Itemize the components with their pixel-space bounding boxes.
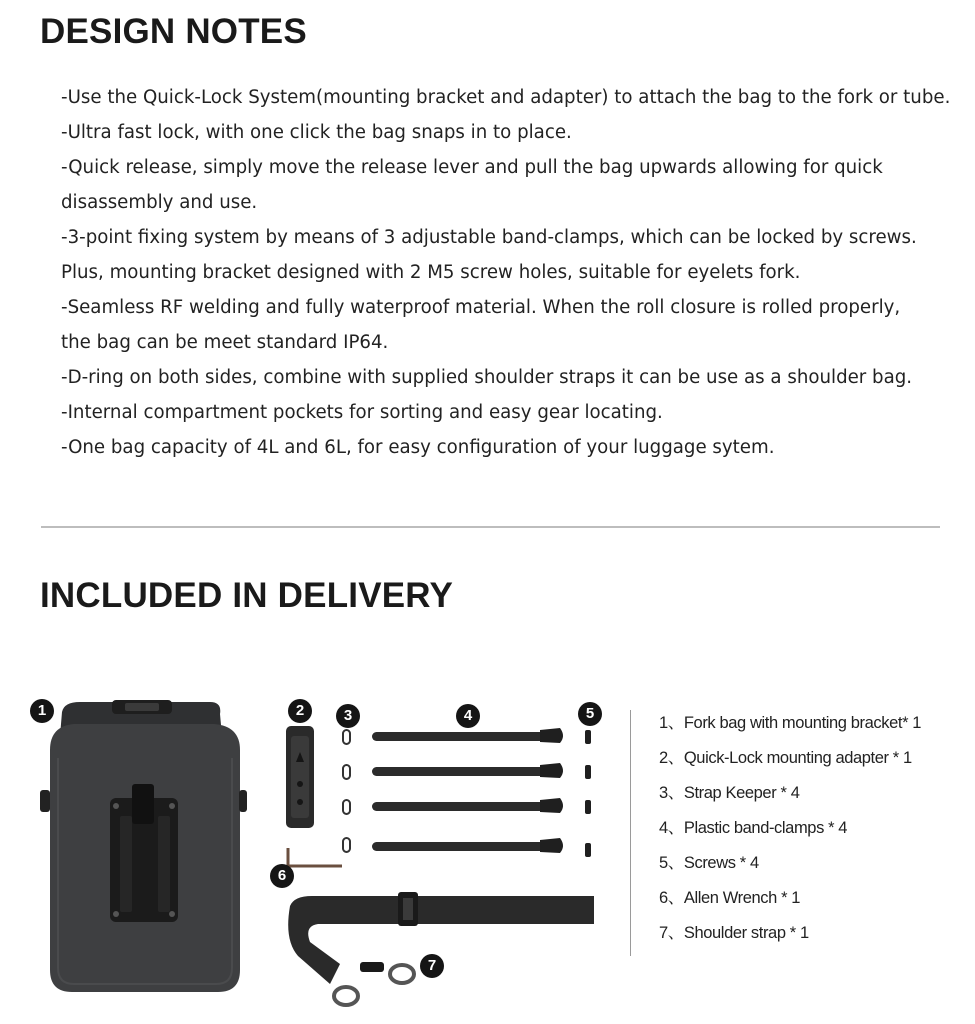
shoulder-strap-illustration (288, 892, 594, 1005)
delivery-item: 6、Allen Wrench * 1 (659, 889, 801, 907)
callout-1: 1 (30, 699, 54, 723)
note-line: -Internal compartment pockets for sorting and easy gear locating. (61, 402, 663, 423)
list-separator (630, 710, 631, 956)
delivery-item: 4、Plastic band-clamps * 4 (659, 819, 848, 837)
design-notes-heading: DESIGN NOTES (40, 12, 307, 51)
note-line: Plus, mounting bracket designed with 2 M5 screw holes, suitable for eyelets fork. (61, 262, 801, 283)
delivery-contents-illustration (0, 640, 620, 1024)
fork-bag-illustration (40, 700, 247, 992)
note-line: -3-point fixing system by means of 3 adjustable band-clamps, which can be locked by screws. (61, 227, 917, 248)
callout-4: 4 (456, 704, 480, 728)
note-line: disassembly and use. (61, 192, 258, 213)
callout-3: 3 (336, 704, 360, 728)
note-line: -Use the Quick-Lock System(mounting bracket and adapter) to attach the bag to the fork or tube. (61, 87, 951, 108)
note-line: -Ultra fast lock, with one click the bag snaps in to place. (61, 122, 572, 143)
note-line: -Seamless RF welding and fully waterproof material. When the roll closure is rolled properly, (61, 297, 901, 318)
callout-7: 7 (420, 954, 444, 978)
note-line: -One bag capacity of 4L and 6L, for easy configuration of your luggage sytem. (61, 437, 775, 458)
allen-wrench-illustration (288, 848, 342, 866)
note-line: -Quick release, simply move the release lever and pull the bag upwards allowing for quick (61, 157, 883, 178)
delivery-item: 5、Screws * 4 (659, 854, 759, 872)
delivery-item: 7、Shoulder strap * 1 (659, 924, 809, 942)
quick-lock-adapter-illustration (286, 726, 314, 828)
callout-5: 5 (578, 702, 602, 726)
delivery-item: 1、Fork bag with mounting bracket* 1 (659, 714, 922, 732)
included-in-delivery-heading: INCLUDED IN DELIVERY (40, 576, 454, 615)
note-line: -D-ring on both sides, combine with supplied shoulder straps it can be use as a shoulder bag. (61, 367, 913, 388)
callout-6: 6 (270, 864, 294, 888)
delivery-items-list (659, 706, 921, 951)
section-divider (41, 526, 940, 528)
callout-2: 2 (288, 699, 312, 723)
delivery-item: 3、Strap Keeper * 4 (659, 784, 800, 802)
note-line: the bag can be meet standard IP64. (61, 332, 389, 353)
design-notes-list (61, 80, 961, 465)
strap-keeper-illustration (343, 730, 350, 852)
band-clamp-illustration (372, 728, 563, 853)
delivery-item: 2、Quick-Lock mounting adapter * 1 (659, 749, 912, 767)
screw-illustration (585, 730, 591, 857)
